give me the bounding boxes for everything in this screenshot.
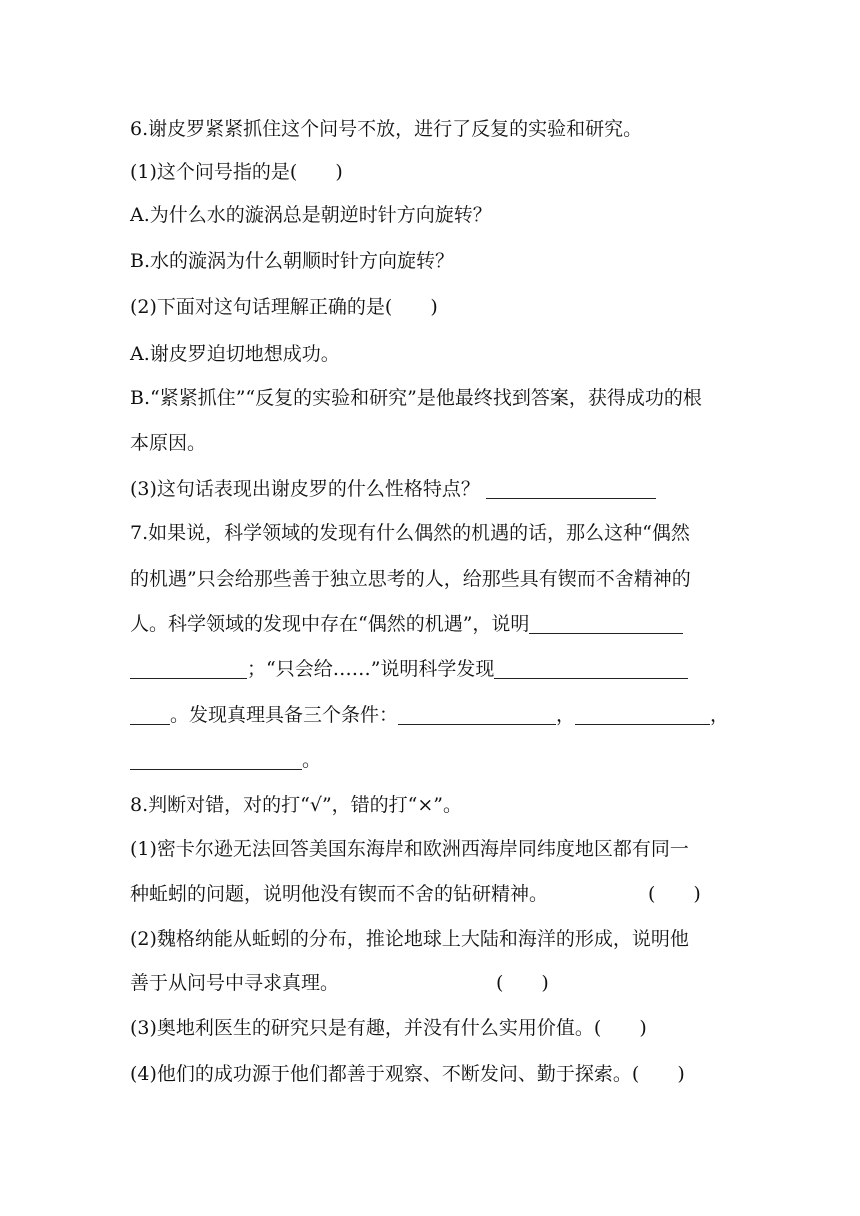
q8-item1-answer-paren[interactable]: ( ) xyxy=(648,883,701,905)
q6-sub3-answer-blank[interactable] xyxy=(486,478,656,499)
q7-line5-text: 。发现真理具备三个条件： xyxy=(170,704,399,726)
q8-stem: 8.判断对错，对的打“√”，错的打“×”。 xyxy=(130,794,463,816)
q6-sub1-option-a: A.为什么水的漩涡总是朝逆时针方向旋转？ xyxy=(130,204,492,226)
q7-line3 xyxy=(130,611,730,637)
q8-item2-answer-paren[interactable]: ( ) xyxy=(496,972,549,994)
q7-line4 xyxy=(130,656,730,682)
q7-blank-2b[interactable] xyxy=(130,704,170,725)
q7-period: 。 xyxy=(302,749,322,771)
q6-sub2: (2)下面对这句话理解正确的是( ) xyxy=(130,296,438,318)
q8-item1-line2 xyxy=(130,881,730,907)
q7-line4-text: ；“只会给……”说明科学发现 xyxy=(247,658,495,680)
q7-line3-text: 人。科学领域的发现中存在“偶然的机遇”，说明 xyxy=(130,613,530,635)
q6-stem: 6.谢皮罗紧紧抓住这个问号不放，进行了反复的实验和研究。 xyxy=(130,118,643,140)
q6-sub3 xyxy=(130,476,730,502)
q6-sub2-option-b-line1: B.“紧紧抓住”“反复的实验和研究”是他最终找到答案，获得成功的根 xyxy=(130,387,702,409)
q7-line5 xyxy=(130,702,730,728)
q8-item3-text: (3)奥地利医生的研究只是有趣，并没有什么实用价值。 xyxy=(130,1017,594,1039)
q8-item1-text: 种蚯蚓的问题，说明他没有锲而不舍的钻研精神。 xyxy=(130,883,549,905)
q8-item3-answer-paren[interactable]: ( ) xyxy=(593,1017,647,1039)
q7-blank-condition-1[interactable] xyxy=(398,704,556,725)
q8-item2-line1: (2)魏格纳能从蚯蚓的分布，推论地球上大陆和海洋的形成，说明他 xyxy=(130,928,689,950)
q8-item1-line1: (1)密卡尔逊无法回答美国东海岸和欧洲西海岸同纬度地区都有同一 xyxy=(130,838,689,860)
q7-line2: 的机遇”只会给那些善于独立思考的人，给那些具有锲而不舍精神的 xyxy=(130,568,691,590)
q6-sub1-option-b: B.水的漩涡为什么朝顺时针方向旋转？ xyxy=(130,250,455,272)
q6-sub3-text: (3)这句话表现出谢皮罗的什么性格特点？ xyxy=(130,478,480,500)
q6-sub2-option-a: A.谢皮罗迫切地想成功。 xyxy=(130,343,340,365)
q8-item2-line2 xyxy=(130,970,730,996)
q8-item3 xyxy=(130,1015,730,1041)
q7-blank-2a[interactable] xyxy=(494,658,688,679)
q7-blank-1a[interactable] xyxy=(529,613,683,634)
q7-line1: 7.如果说，科学领域的发现有什么偶然的机遇的话，那么这种“偶然 xyxy=(130,522,690,544)
q7-line6 xyxy=(130,747,730,773)
q8-item2-text: 善于从问号中寻求真理。 xyxy=(130,972,340,994)
q7-comma-2: ， xyxy=(710,704,730,726)
q6-sub1: (1)这个问号指的是( ) xyxy=(130,161,343,183)
q7-blank-condition-3[interactable] xyxy=(130,749,302,770)
q6-sub2-option-b-line2: 本原因。 xyxy=(130,432,207,454)
q8-item4-answer-paren[interactable]: ( ) xyxy=(631,1063,685,1085)
q7-blank-1b[interactable] xyxy=(130,658,247,679)
q8-item4 xyxy=(130,1061,730,1087)
q8-item4-text: (4)他们的成功源于他们都善于观察、不断发问、勤于探索。 xyxy=(130,1063,632,1085)
q7-blank-condition-2[interactable] xyxy=(575,704,710,725)
q7-comma-1: ， xyxy=(556,704,576,726)
